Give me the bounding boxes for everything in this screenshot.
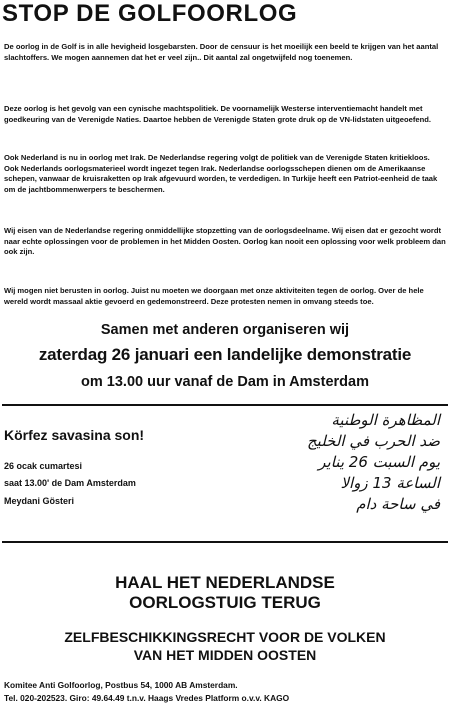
paragraph-1: De oorlog in de Golf is in alle hevigheid losgebarsten. Door de censuur is het moeilijk een beeld te krijgen van het aantal slachtoffers. We mogen aannemen dat het er veel zijn.. Dit aantal zal ongetwijfeld nog toenemen. [4, 42, 439, 62]
divider-bottom [2, 541, 448, 543]
slogan-line-1: HAAL HET NEDERLANDSE [115, 573, 335, 592]
arabic-line-5: في ساحة دام [356, 495, 440, 513]
arabic-line-2: ضد الحرب في الخليج [306, 432, 440, 450]
arabic-line-1: المظاهرة الوطنية [331, 411, 440, 429]
slogan-line-2: OORLOGSTUIG TERUG [129, 593, 321, 612]
paragraph-2: Deze oorlog is het gevolg van een cynische machtspolitiek. De voornamelijk Westerse interventiemacht handelt met goedkeuring van de Verenigde Naties. Daartoe hebben de Verenigde Staten grote druk op de VN-lidstaten uitgeoefend. [4, 104, 432, 124]
turkish-line-3: Meydani Gösteri [4, 496, 75, 506]
turkish-line-2: saat 13.00' de Dam Amsterdam [4, 478, 136, 488]
arabic-line-4: الساعة 13 زوالا [340, 474, 440, 492]
slogan-line-3: ZELFBESCHIKKINGSRECHT VOOR DE VOLKEN [64, 629, 386, 645]
footer-contact: Tel. 020-202523. Giro: 49.64.49 t.n.v. Haags Vredes Platform o.v.v. KAGO [4, 693, 290, 703]
flyer-title: STOP DE GOLFOORLOG [2, 0, 298, 27]
turkish-line-1: 26 ocak cumartesi [4, 461, 83, 471]
paragraph-5: Wij mogen niet berusten in oorlog. Juist nu moeten we doorgaan met onze aktiviteiten tegen de oorlog. Over de hele wereld wordt massaal aktie gevoerd en gedemonstreerd. Deze protesten nemen in omvang steeds toe. [4, 286, 424, 306]
turkish-title: Körfez savasina son! [4, 427, 145, 443]
slogan-line-4: VAN HET MIDDEN OOSTEN [133, 647, 317, 663]
call-line-3: om 13.00 uur vanaf de Dam in Amsterdam [81, 374, 369, 390]
footer-address: Komitee Anti Golfoorlog, Postbus 54, 1000 AB Amsterdam. [4, 680, 238, 690]
divider-top [2, 404, 448, 406]
call-line-1: Samen met anderen organiseren wij [100, 322, 350, 338]
paragraph-3: Ook Nederland is nu in oorlog met Irak. De Nederlandse regering volgt de politiek van de Verenigde Staten kritiekloos. Ook Nederlands oorlogsmaterieel wordt ingezet tegen Irak. Nederlandse oorlogsschepen dienen om de Amerikaanse schepen, vanwaar de kruisraketten op Irak afgevuurd worden, te verdedigen. In Turkije heeft een Patriot-eenheid de taak om de jachtbommenwerpers te beschermen. [4, 153, 438, 194]
arabic-handwritten-block [250, 410, 440, 515]
call-line-2: zaterdag 26 januari een landelijke demonstratie [38, 345, 412, 364]
paragraph-4: Wij eisen van de Nederlandse regering onmiddellijke stopzetting van de oorlogsdeelname. Wij eisen dat er gezocht wordt naar echte oplossingen voor de problemen in het Midden Oosten. Oorlog kan nooit een oplossing voor welk probleem dan ook zijn. [4, 226, 446, 256]
arabic-line-3: يوم السبت 26 يناير [318, 453, 440, 471]
